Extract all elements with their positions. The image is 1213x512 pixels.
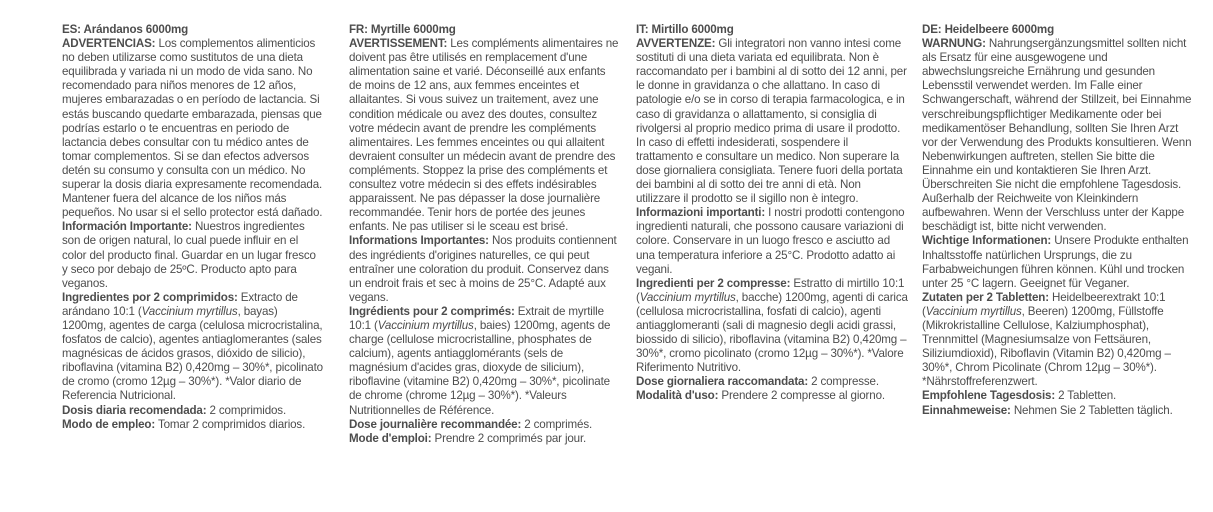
- paragraph-label: Informations Importantes:: [349, 234, 489, 248]
- dose-paragraph: [349, 418, 621, 432]
- paragraph-text-cont: , Beeren) 1200mg, Füllstoffe (Mikrokristalline Cellulose, Kalziumphosphat), Trennmittel (Magnesiumsalze von Fettsäuren, Siliziumdioxid), Riboflavin (Vitamin B2) 0,420mg – 30%*, Chrom Picolinate (Chrom 12µg – 30%*). *Nährstoffreferenzwert.: [922, 304, 1171, 389]
- paragraph-label: Dosis diaria recomendada:: [62, 403, 207, 417]
- paragraph-text: Nahrungsergänzungsmittel sollten nicht als Ersatz für eine ausgewogene und abwechslungsreiche Ernährung und gesunden Lebensstil verwendet werden. Im Falle einer Schwangerschaft, während der Stillzeit, bei Einnahme verschreibungspflichtiger Medikamente oder bei medikamentöser Behandlung, sollten Sie Ihren Arzt vor der Verwendung des Produkts konsultieren. Wenn Nebenwirkungen auftreten, stellen Sie bitte die Einnahme ein und kontaktieren Sie Ihren Arzt. Überschreiten Sie nicht die empfohlene Tagesdosis. Außerhalb der Reichweite von Kleinkindern aufbewahren. Wenn der Verschluss unter der Kappe beschädigt ist, bitte nicht verwenden.: [922, 37, 1192, 234]
- paragraph-label: Mode d'emploi:: [349, 431, 432, 445]
- usage-paragraph: [62, 418, 324, 432]
- usage-paragraph: [636, 389, 908, 403]
- dose-paragraph: [922, 389, 1194, 403]
- paragraph-text: Unsere Produkte enthalten Inhaltsstoffe natürlichen Ursprungs, die zu Farbabweichungen führen können. Kühl und trocken unter 25 °C lagern. Geeignet für Veganer.: [922, 234, 1189, 290]
- column-fr: [349, 23, 621, 446]
- paragraph-text: Prendere 2 compresse al giorno.: [718, 389, 885, 403]
- info-paragraph: [922, 234, 1194, 290]
- warnings-paragraph: [62, 37, 324, 220]
- paragraph-text: 2 comprimés.: [521, 417, 593, 431]
- ingredients-paragraph: [636, 277, 908, 376]
- paragraph-text: Nos produits contiennent des ingrédients d'origines naturelles, ce qui peut entraîner une coloration du produit. Conservez dans un endroit frais et sec à moins de 25°C. Adapté aux vegans.: [349, 234, 617, 304]
- paragraph-text: Los complementos alimenticios no deben utilizarse como sustitutos de una dieta equilibrada y variada ni un modo de vida sano. No recomendado para niños menores de 12 años, mujeres embarazadas o en período de lactancia. Si estás buscando quedarte embarazada, piensas que podrías estarlo o te encuentras en periodo de lactancia debes consultar con tu médico antes de tomar complementos. Si se dan efectos adversos detén su consumo y consulta con un médico. No superar la dosis diaria expresamente recomendada. Mantener fuera del alcance de los niños más pequeños. No usar si el sello protector está dañado.: [62, 37, 323, 220]
- latin-name: Vaccinium myrtillus: [925, 304, 1022, 318]
- latin-name: Vaccinium myrtillus: [141, 304, 238, 318]
- column-it: [636, 23, 908, 404]
- paragraph-text: 2 Tabletten.: [1055, 389, 1117, 403]
- ingredients-paragraph: [349, 305, 621, 418]
- paragraph-label: Wichtige Informationen:: [922, 234, 1052, 248]
- usage-paragraph: [922, 404, 1194, 418]
- paragraph-text-cont: , baies) 1200mg, agents de charge (cellulose microcristalline, phosphates de calcium), agents antiagglomérants (sels de magnésium d'acides gras, dioxyde de silicium), riboflavine (vitamine B2) 0,420mg – 30%*, picolinate de chrome (chrome 12µg – 30%*). *Valeurs Nutritionnelles de Référence.: [349, 318, 611, 417]
- info-paragraph: [349, 234, 621, 304]
- paragraph-label: Información Importante:: [62, 220, 192, 234]
- paragraph-text: Extracto de arándano 10:1 (: [62, 290, 298, 318]
- paragraph-text-cont: , bacche) 1200mg, agenti di carica (cellulosa microcristallina, fosfati di calcio), agenti antiagglomeranti (sali di magnesio degli acidi grassi, biossido di silicio), riboflavina (vitamina B2) 0,420mg – 30%*, cromo picolinato (cromo 12µg – 30%*). *Valore Riferimento Nutritivo.: [636, 290, 908, 375]
- paragraph-label: ADVERTENCIAS:: [62, 37, 156, 51]
- paragraph-text: Nuestros ingredientes son de origen natural, lo cual puede influir en el color del producto final. Guardar en un lugar fresco y seco por debajo de 25ºC. Producto apto para veganos.: [62, 220, 316, 290]
- column-title: ES: Arándanos 6000mg: [62, 23, 189, 36]
- latin-name: Vaccinium myrtillus: [377, 318, 474, 332]
- paragraph-text: Gli integratori non vanno intesi come sostituti di una dieta variata ed equilibrata. Non è raccomandato per i bambini al di sotto dei 12 anni, per le donne in gravidanza o che allattano. In caso di patologie e/o se in corso di terapia farmacologica, e in caso di gravidanza o allattamento, si consiglia di rivolgersi al proprio medico prima di usare il prodotto. In caso di effetti indesiderati, sospendere il trattamento e consultare un medico. Non superare la dose giornaliera consigliata. Tenere fuori della portata dei bambini al di sotto dei tre anni di età. Non utilizzare il prodotto se il sigillo non è integro.: [636, 37, 907, 206]
- usage-paragraph: [349, 432, 621, 446]
- info-paragraph: [636, 206, 908, 276]
- paragraph-text: I nostri prodotti contengono ingredienti naturali, che possono causare variazioni di colore. Conservare in un luogo fresco e asciutto ad una temperatura inferiore a 25°C. Prodotto adatto ai vegani.: [636, 206, 905, 276]
- paragraph-label: AVVERTENZE:: [636, 37, 716, 51]
- warnings-paragraph: [349, 37, 621, 234]
- paragraph-label: Ingredientes por 2 comprimidos:: [62, 290, 238, 304]
- ingredients-paragraph: [922, 291, 1194, 390]
- paragraph-label: Empfohlene Tagesdosis:: [922, 389, 1056, 403]
- paragraph-label: Informazioni importanti:: [636, 206, 766, 220]
- paragraph-label: Ingrédients pour 2 comprimés:: [349, 304, 515, 318]
- paragraph-label: Dose giornaliera raccomandata:: [636, 375, 809, 389]
- paragraph-text-cont: , bayas) 1200mg, agentes de carga (celulosa microcristalina, fosfatos de calcio), agentes antiaglomerantes (sales magnésicas de ácidos grasos, dióxido de silicio), riboflavina (vitamina B2) 0,420mg – 30%*, picolinato de cromo (cromo 12µg – 30%*). *Valor diario de Referencia Nutricional.: [62, 304, 323, 403]
- paragraph-label: Modo de empleo:: [62, 417, 156, 431]
- paragraph-text: Extrait de myrtille 10:1 (: [349, 304, 604, 332]
- column-es: [62, 23, 324, 432]
- paragraph-label: Dose journalière recommandée:: [349, 417, 522, 431]
- dose-paragraph: [62, 404, 324, 418]
- paragraph-text: Heidelbeerextrakt 10:1 (: [922, 290, 1166, 318]
- dose-paragraph: [636, 375, 908, 389]
- column-title: FR: Myrtille 6000mg: [349, 23, 456, 36]
- paragraph-label: AVERTISSEMENT:: [349, 37, 448, 51]
- warnings-paragraph: [636, 37, 908, 206]
- paragraph-label: Zutaten per 2 Tabletten:: [922, 290, 1049, 304]
- warnings-paragraph: [922, 37, 1194, 234]
- latin-name: Vaccinium myrtillus: [639, 290, 736, 304]
- column-title: IT: Mirtillo 6000mg: [636, 23, 734, 36]
- paragraph-text: Les compléments alimentaires ne doivent pas être utilisés en remplacement d'une alimentation saine et varié. Déconseillé aux enfants de moins de 12 ans, aux femmes enceintes et allaitantes. Si vous suivez un traitement, avez une condition médicale ou avez des doutes, consultez votre médecin avant de prendre les compléments alimentaires. Les femmes enceintes ou qui allaitent devraient consulter un médecin avant de prendre des compléments. Stoppez la prise des compléments et consultez votre médecin si des effets indésirables apparaissent. Ne pas dépasser la dose journalière recommandée. Tenir hors de portée des jeunes enfants. Ne pas utiliser si le sceau est brisé.: [349, 37, 619, 234]
- paragraph-text: Tomar 2 comprimidos diarios.: [155, 417, 306, 431]
- paragraph-text: 2 compresse.: [808, 375, 879, 389]
- paragraph-label: WARNUNG:: [922, 37, 986, 51]
- ingredients-paragraph: [62, 291, 324, 404]
- paragraph-label: Ingredienti per 2 compresse:: [636, 276, 791, 290]
- paragraph-text: Estratto di mirtillo 10:1 (: [636, 276, 905, 304]
- column-de: [922, 23, 1194, 418]
- paragraph-text: Nehmen Sie 2 Tabletten täglich.: [1010, 403, 1173, 417]
- paragraph-text: Prendre 2 comprimés par jour.: [431, 431, 587, 445]
- column-title: DE: Heidelbeere 6000mg: [922, 23, 1055, 36]
- paragraph-label: Einnahmeweise:: [922, 403, 1011, 417]
- paragraph-text: 2 comprimidos.: [206, 403, 287, 417]
- info-paragraph: [62, 220, 324, 290]
- paragraph-label: Modalità d'uso:: [636, 389, 719, 403]
